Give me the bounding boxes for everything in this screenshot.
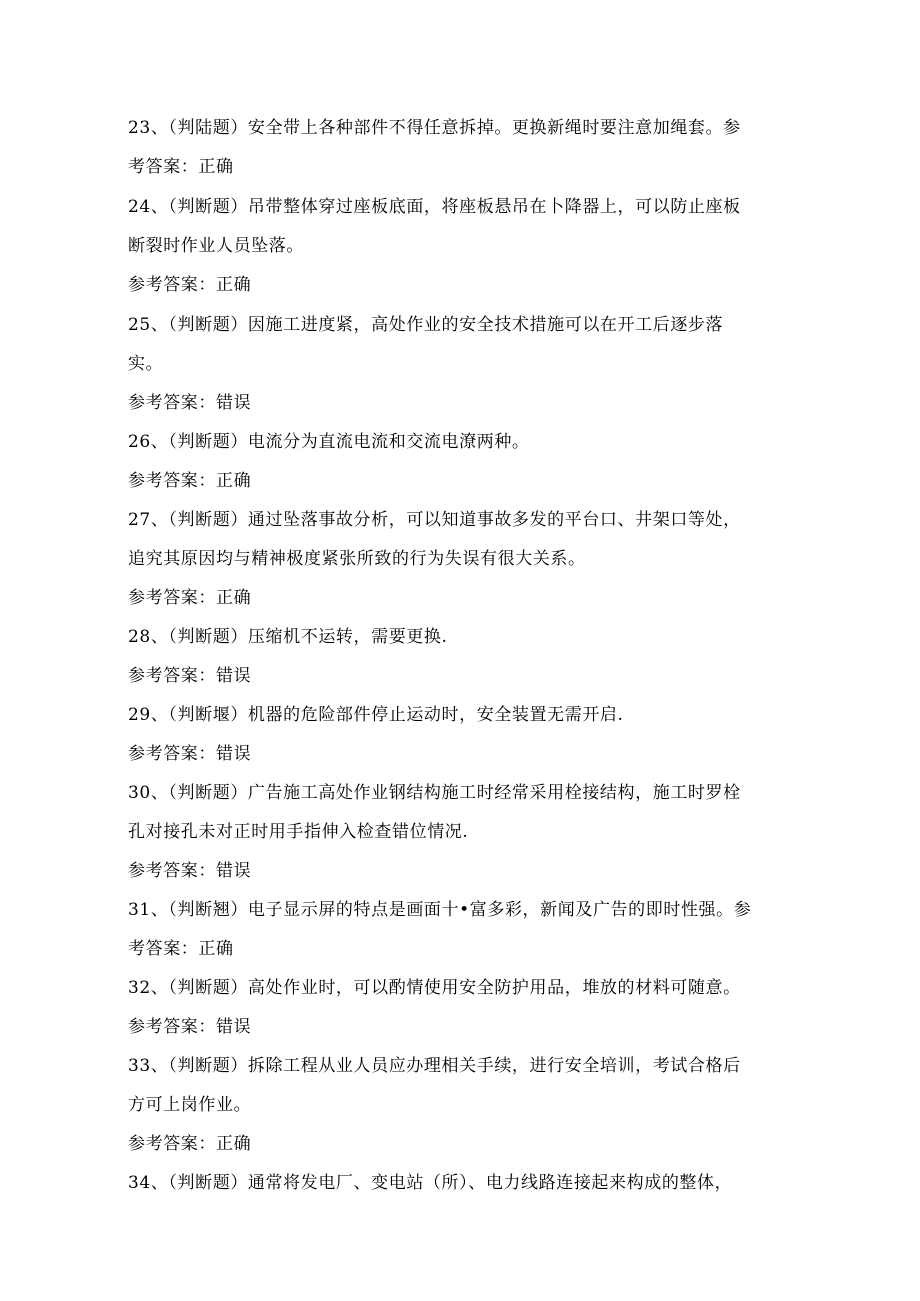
question-24-text-cont: 断裂时作业人员坠落。 [128,236,304,256]
question-27-answer: 参考答案：正确 [128,588,252,608]
question-28-answer: 参考答案：错误 [128,666,252,686]
question-31-answer: 考答案：正确 [128,939,234,959]
question-34-text: 34、（判断题）通常将发电厂、变电站（所）、电力线路连接起来构成的整体， [128,1173,733,1193]
question-33-answer: 参考答案：正确 [128,1134,252,1154]
question-32-answer: 参考答案：错误 [128,1017,252,1037]
question-24-answer: 参考答案：正确 [128,275,252,295]
question-27-text-cont: 追究其原因均与精神极度紧张所致的行为失误有很大关系。 [128,549,586,569]
question-31-text: 31、（判断翘）电子显示屏的特点是画面十•富多彩，新闻及广告的即时性强。参 [128,900,752,920]
question-28-text: 28、（判断题）压缩机不运转，需要更换. [128,627,448,647]
question-26-answer: 参考答案：正确 [128,471,252,491]
question-27-text: 27、（判断题）通过坠落事故分析，可以知道事故多发的平台口、井架口等处， [128,510,741,530]
question-30-text: 30、（判断题）广告施工高处作业钢结构施工时经常采用栓接结构，施工时罗栓 [128,783,741,803]
question-29-text: 29、（判断堰）机器的危险部件停止运动时，安全装置无需开启. [128,705,624,725]
question-23-answer: 考答案：正确 [128,157,234,177]
question-25-answer: 参考答案：错误 [128,393,252,413]
question-24-text: 24、（判断题）吊带整体穿过座板底面，将座板悬吊在卜降器上，可以防止座板 [128,197,741,217]
question-33-text: 33、（判断题）拆除工程从业人员应办理相关手续，进行安全培训，考试合格后 [128,1056,741,1076]
question-33-text-cont: 方可上岗作业。 [128,1095,252,1115]
question-23-text: 23、（判陆题）安全带上各种部件不得任意拆掉。更换新绳时要注意加绳套。参 [128,118,741,138]
question-25-text-cont: 实。 [128,354,164,374]
question-26-text: 26、（判断题）电流分为直流电流和交流电潦两种。 [128,432,530,452]
question-32-text: 32、（判断题）高处作业时，可以酌情使用安全防护用品，堆放的材料可随意。 [128,978,741,998]
question-30-answer: 参考答案：错误 [128,861,252,881]
question-25-text: 25、（判断题）因施工进度紧，高处作业的安全技术措施可以在开工后逐步落 [128,315,724,335]
question-29-answer: 参考答案：错误 [128,744,252,764]
question-30-text-cont: 孔对接孔未对正时用手指伸入检查错位情况. [128,822,469,842]
